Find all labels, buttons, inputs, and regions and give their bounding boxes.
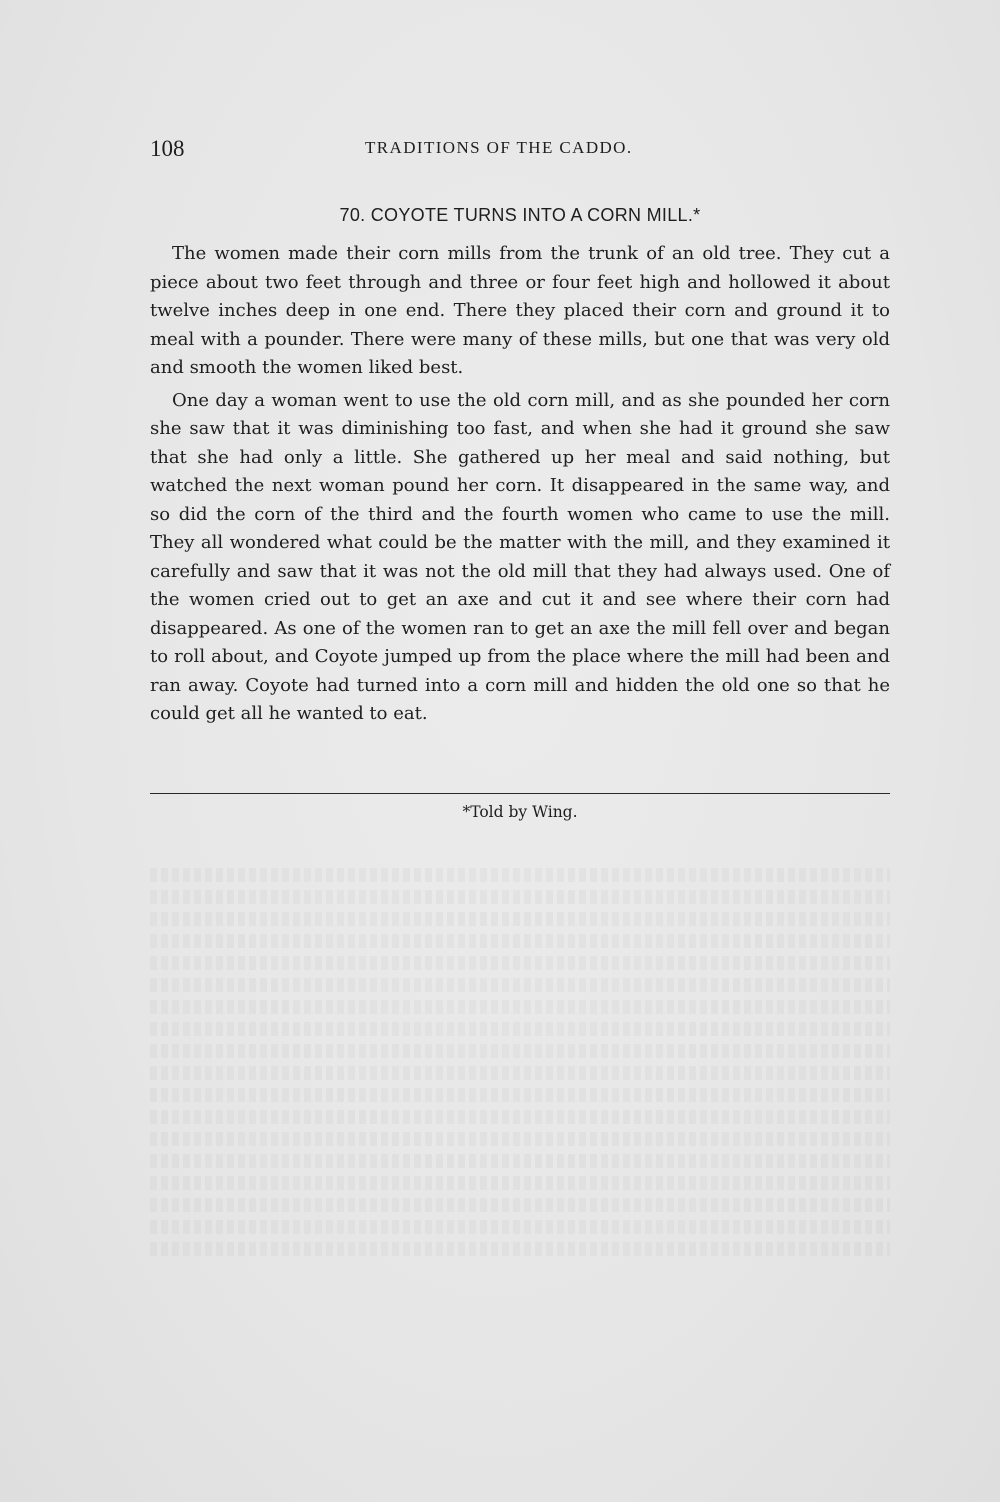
page-header xyxy=(150,136,890,164)
footnote-divider xyxy=(150,793,890,794)
footnote: *Told by Wing. xyxy=(462,803,578,821)
running-head: TRADITIONS OF THE CADDO. xyxy=(365,138,633,157)
reverse-page-bleed-through xyxy=(150,860,890,1256)
story-title: 70. COYOTE TURNS INTO A CORN MILL.* xyxy=(339,205,701,225)
story-body xyxy=(150,240,890,733)
paragraph-1: The women made their corn mills from the trunk of an old tree. They cut a piece about two feet through and three or four feet high and hollowed it about twelve inches deep in one end. There they placed their corn and ground it to meal with a pounder. There were many of these mills, but one that was very old and smooth the women liked best. xyxy=(150,243,890,378)
page-number: 108 xyxy=(150,136,185,161)
paragraph-2: One day a woman went to use the old corn mill, and as she pounded her corn she saw that it was diminishing too fast, and when she had it ground she saw that she had only a little. She gathered up her meal and said nothing, but watched the next woman pound her corn. It disappeared in the same way, and so did the corn of the third and the fourth women who came to use the mill. They all wondered what could be the matter with the mill, and they examined it carefully and saw that it was not the old mill that they had always used. One of the women cried out to get an axe and cut it and see where their corn had disappeared. As one of the women ran to get an axe the mill fell over and began to roll about, and Coyote jumped up from the place where the mill had been and ran away. Coyote had turned into a corn mill and hidden the old one so that he could get all he wanted to eat. xyxy=(150,389,890,724)
